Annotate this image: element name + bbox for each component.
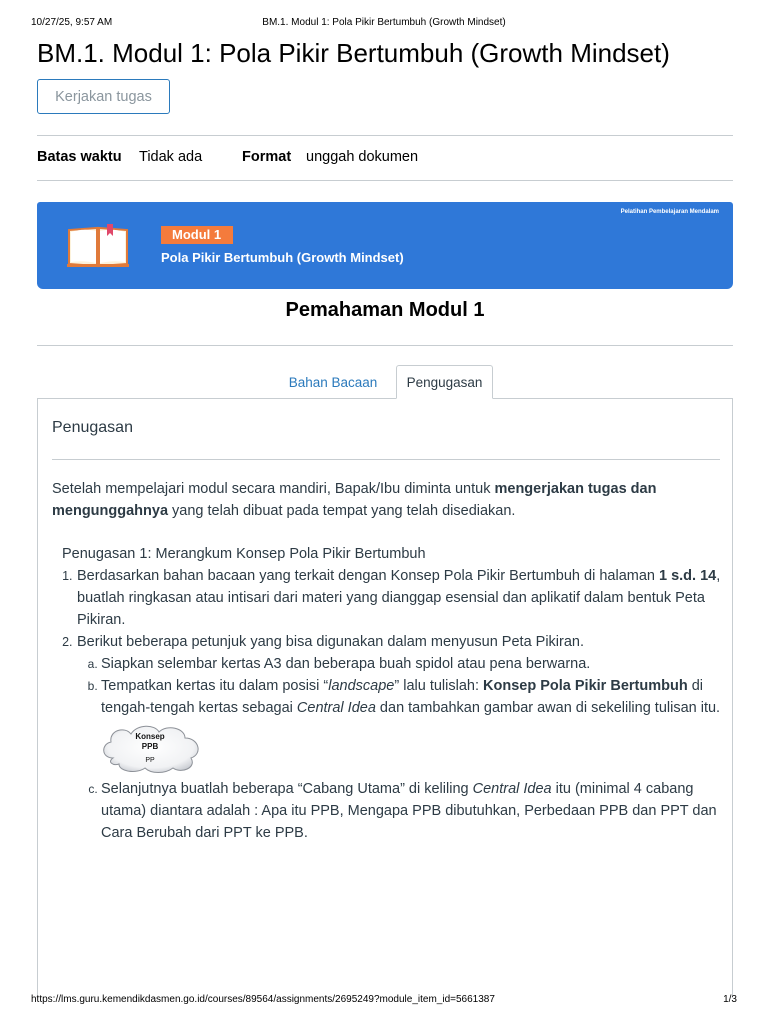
list-item — [76, 631, 736, 844]
step-text: Selanjutnya buatlah beberapa “Cabang Utama” di keliling — [101, 781, 473, 797]
cloud-label: PPB — [141, 742, 159, 751]
task-title: Penugasan 1: Merangkum Konsep Pola Pikir Bertumbuh — [62, 546, 426, 562]
step-text: dan tambahkan gambar awan di sekeliling tulisan itu. — [375, 700, 721, 716]
print-url: https://lms.guru.kemendikdasmen.go.id/courses/89564/assignments/2695249?module_item_id=5661387 — [31, 994, 495, 1005]
intro-emphasis: mengerjakan tugas dan mengunggahnya — [52, 481, 657, 519]
intro-text: Setelah mempelajari modul secara mandiri, Bapak/Ibu diminta untuk — [52, 481, 495, 497]
submit-assignment-button[interactable]: Kerjakan tugas — [37, 79, 170, 114]
step-text: Tempatkan kertas itu dalam posisi “ — [101, 678, 329, 694]
step-emphasis: Konsep Pola Pikir Bertumbuh — [483, 678, 688, 694]
step-emphasis: 1 s.d. 14 — [659, 568, 717, 584]
tab-bahan-bacaan[interactable]: Bahan Bacaan — [288, 374, 378, 390]
section-title: Pemahaman Modul 1 — [285, 299, 485, 321]
step-text: , buatlah ringkasan atau intisari dari materi yang dianggap esensial dan aplikatif dalam bentuk Peta Pikiran. — [77, 568, 721, 628]
cloud-label: PP — [145, 757, 155, 764]
print-page-number: 1/3 — [723, 994, 737, 1005]
task-steps — [62, 565, 736, 844]
divider — [52, 459, 720, 460]
step-italic: landscape — [328, 678, 395, 694]
divider — [37, 345, 733, 346]
step-italic: Central Idea — [472, 781, 552, 797]
list-item — [76, 565, 736, 631]
program-brand: Pelatihan Pembelajaran Mendalam — [620, 209, 719, 215]
page-title: BM.1. Modul 1: Pola Pikir Bertumbuh (Growth Mindset) — [37, 38, 670, 68]
list-item: a. Siapkan selembar kertas A3 dan beberapa buah spidol atau pena berwarna. — [101, 653, 736, 675]
step-text: ” lalu tulislah: — [394, 678, 484, 694]
step-italic: Central Idea — [296, 700, 376, 716]
assignment-content — [37, 34, 733, 841]
due-value: Tidak ada — [139, 149, 203, 165]
sub-steps — [77, 653, 736, 844]
intro-text: yang telah dibuat pada tempat yang telah disediakan. — [168, 503, 516, 519]
tab-panel — [37, 398, 733, 998]
module-subtitle: Pola Pikir Bertumbuh (Growth Mindset) — [161, 250, 404, 265]
divider — [37, 180, 733, 181]
format-value: unggah dokumen — [306, 149, 419, 165]
open-book-icon — [67, 220, 129, 268]
step-text: itu (minimal 4 cabang utama) diantara adalah : Apa itu PPB, Mengapa PPB dibutuhkan, Perbedaan PPB dan PPT dan Cara Berubah dari PPT ke PPB. — [101, 781, 717, 841]
content-tabs — [37, 365, 733, 399]
tab-pengugasan[interactable]: Pengugasan — [396, 365, 493, 399]
panel-heading: Penugasan — [52, 419, 133, 436]
format-label: Format — [242, 149, 292, 165]
step-text: Berdasarkan bahan bacaan yang terkait dengan Konsep Pola Pikir Bertumbuh di halaman — [77, 568, 659, 584]
cloud-label: Konsep — [135, 732, 165, 741]
step-text: di tengah-tengah kertas sebagai — [101, 678, 704, 716]
print-timestamp: 10/27/25, 9:57 AM — [31, 17, 113, 28]
print-footer — [31, 994, 737, 1008]
list-item — [101, 675, 736, 774]
cloud-illustration — [99, 722, 205, 774]
step-text: Berikut beberapa petunjuk yang bisa digunakan dalam menyusun Peta Pikiran. — [77, 634, 585, 650]
print-header — [31, 17, 737, 31]
intro-paragraph — [52, 478, 720, 522]
module-badge: Modul 1 — [161, 226, 233, 244]
module-banner — [37, 202, 733, 289]
list-item — [101, 778, 736, 844]
due-label: Batas waktu — [37, 149, 122, 165]
divider — [37, 135, 733, 136]
print-page-title: BM.1. Modul 1: Pola Pikir Bertumbuh (Growth Mindset) — [262, 17, 506, 28]
